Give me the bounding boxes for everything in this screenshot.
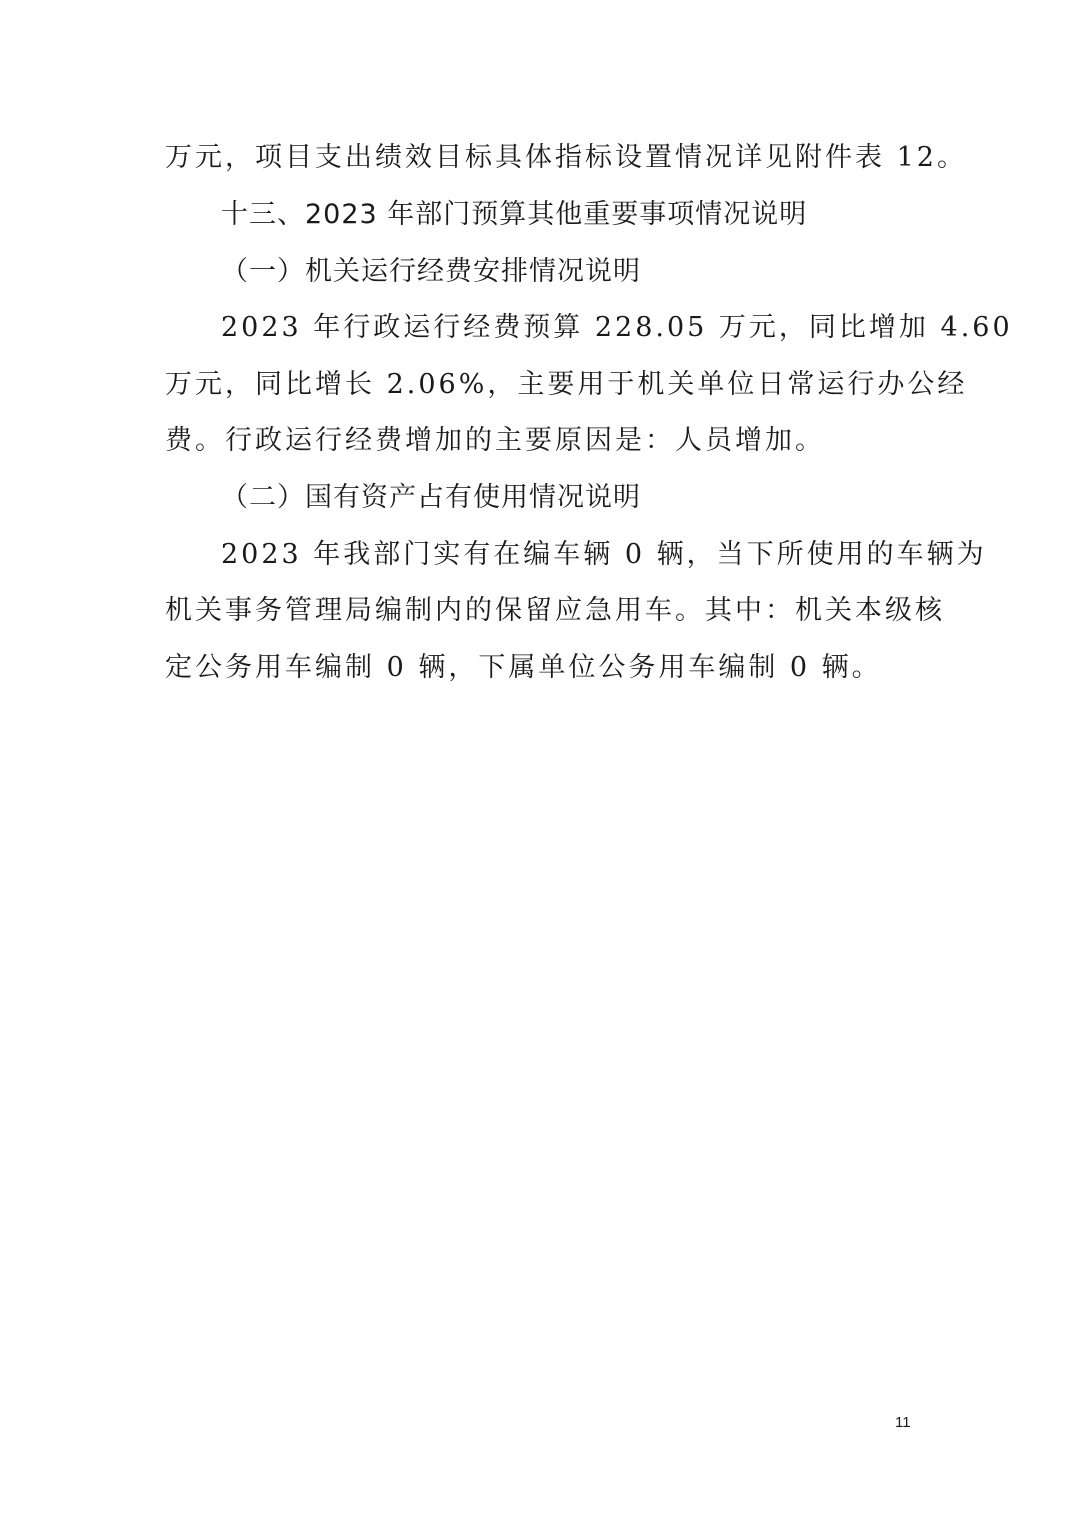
subsection-heading-2: （二）国有资产占有使用情况说明 xyxy=(221,482,641,513)
paragraph-line-6: 机关事务管理局编制内的保留应急用车。其中：机关本级核 xyxy=(165,595,945,626)
page-number: 11 xyxy=(895,1414,911,1431)
subsection-heading-1: （一）机关运行经费安排情况说明 xyxy=(221,256,641,287)
paragraph-line-4: 费。行政运行经费增加的主要原因是：人员增加。 xyxy=(165,425,825,456)
section-heading: 十三、2023 年部门预算其他重要事项情况说明 xyxy=(221,199,808,230)
paragraph-line-1: 万元，项目支出绩效目标具体指标设置情况详见附件表 12。 xyxy=(165,142,967,173)
paragraph-line-7: 定公务用车编制 0 辆，下属单位公务用车编制 0 辆。 xyxy=(165,652,882,683)
paragraph-line-3: 万元，同比增长 2.06%，主要用于机关单位日常运行办公经 xyxy=(165,369,968,400)
paragraph-line-5: 2023 年我部门实有在编车辆 0 辆，当下所使用的车辆为 xyxy=(221,539,987,570)
paragraph-line-2: 2023 年行政运行经费预算 228.05 万元，同比增加 4.60 xyxy=(221,312,1013,343)
